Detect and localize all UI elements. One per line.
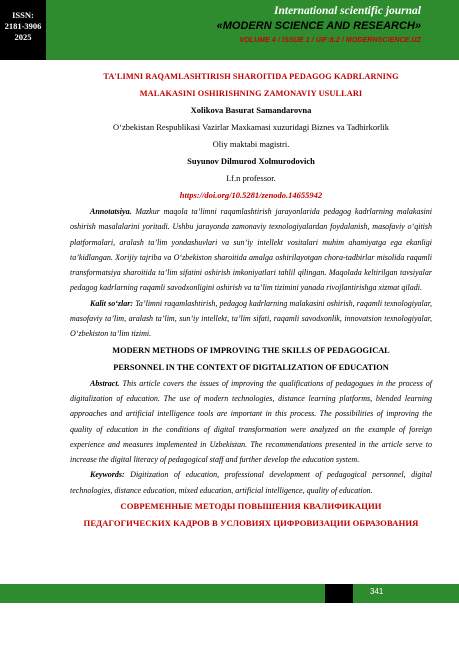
title-en-line1: MODERN METHODS OF IMPROVING THE SKILLS OF PEDAGOGICAL xyxy=(112,345,390,355)
issn-label: ISSN: xyxy=(12,10,34,20)
title-en-line2: PERSONNEL IN THE CONTEXT OF DIGITALIZATION OF EDUCATION xyxy=(113,362,389,372)
page-number: 341 xyxy=(370,587,384,596)
title-uz-line1: TA'LIMNI RAQAMLASHTIRISH SHAROITIDA PEDAGOG KADRLARNING xyxy=(103,72,399,81)
journal-type: International scientific journal xyxy=(274,5,421,17)
keywords-en-label: Keywords: xyxy=(90,470,125,480)
issn-year: 2025 xyxy=(14,32,32,42)
author-1: Xolikova Basurat Samandarovna xyxy=(190,105,312,115)
keywords-en-paragraph xyxy=(70,467,432,498)
article-body xyxy=(70,68,432,532)
issn-number: 2181-3906 xyxy=(4,21,42,31)
title-ru-line1: СОВРЕМЕННЫЕ МЕТОДЫ ПОВЫШЕНИЯ КВАЛИФИКАЦИИ xyxy=(120,501,382,512)
footer-bar xyxy=(0,584,459,603)
keywords-uz-paragraph xyxy=(70,296,432,342)
abstract-paragraph xyxy=(70,376,432,468)
volume-line: VOLUME 4 / ISSUE 1 / UIF:8.2 / MODERNSCIENCE.UZ xyxy=(239,37,421,44)
keywords-en-text: Digitization of education, professional development of pedagogical personnel, digital technologies, distance education, mixed education, artificial intelligence, quality of education. xyxy=(70,470,432,495)
affiliation-2: I.f.n professor. xyxy=(226,173,276,183)
issn-box xyxy=(0,0,46,60)
title-uz-line2: MALAKASINI OSHIRISHNING ZAMONAVIY USULLARI xyxy=(139,89,363,98)
abstract-label: Abstract. xyxy=(90,378,120,388)
annotation-paragraph xyxy=(70,204,432,296)
doi-link[interactable]: https://doi.org/10.5281/zenodo.14655942 xyxy=(179,190,323,200)
affiliation-1-line1: O‘zbekistan Respublikasi Vazirlar Maxkamasi xuzuridagi Biznes va Tadbirkorlik xyxy=(113,122,389,132)
title-ru-line2: ПЕДАГОГИЧЕСКИХ КАДРОВ В УСЛОВИЯХ ЦИФРОВИЗАЦИИ ОБРАЗОВАНИЯ xyxy=(83,518,419,529)
journal-name: «MODERN SCIENCE AND RESEARCH» xyxy=(216,20,421,32)
keywords-uz-label: Kalit so‘zlar: xyxy=(90,298,134,308)
affiliation-1-line2: Oliy maktabi magistri. xyxy=(212,139,290,149)
journal-header xyxy=(46,0,459,60)
annotation-text: Mazkur maqola ta’limni raqamlashtirish jarayonlarida pedagog kadrlarning malakasini oshirish masalalarini yoritadi. Ushbu jarayonda zamonaviy texnologiyalardan foydalanish, masofaviy o‘qitish platformalari, aralash ta’lim yondashuvlari va sun’iy intellekt vositalari muhim ahamiyatga ega ekanligi ta’kidlangan. Xorijiy tajriba va O‘zbekiston sharoitida amalga oshirilayotgan chora-tadbirlar misolida raqamli transformatsiya sharoitida ta’lim sifatini oshirish imkoniyatlari tahlil qilingan. Maqolada keltirilgan tavsiyalar pedagog kadrlarning raqamli savodxonligini oshirish va ta’lim tizimini yanada rivojlantirishga xizmat qiladi. xyxy=(70,207,432,293)
annotation-label: Annotatsiya. xyxy=(90,207,132,216)
keywords-uz-text: Ta’limni raqamlashtirish, pedagog kadrlarning malakasini oshirish, raqamli texnologiyalar, masofaviy ta’lim, aralash ta’lim, sun’iy intellekt, ta’lim sifati, raqamli savodxonlik, innovatsion texnologiyalar, O‘zbekiston ta’lim tizimi. xyxy=(70,298,433,339)
footer-marker xyxy=(325,584,353,603)
author-2: Suyunov Dilmurod Xolmurodovich xyxy=(187,156,315,166)
abstract-text: This article covers the issues of improving the qualifications of pedagogues in the process of digitalization of education. The use of modern technologies, distance learning platforms, blended learning approaches and artificial intelligence tools are important in this process. The possibilities of improving the quality of education in the conditions of digital transformation were analyzed on the example of foreign experience and measures implemented in Uzbekistan. The recommendations presented in the article serve to increase the digital literacy of pedagogical staff and further develop the education system. xyxy=(70,378,433,465)
